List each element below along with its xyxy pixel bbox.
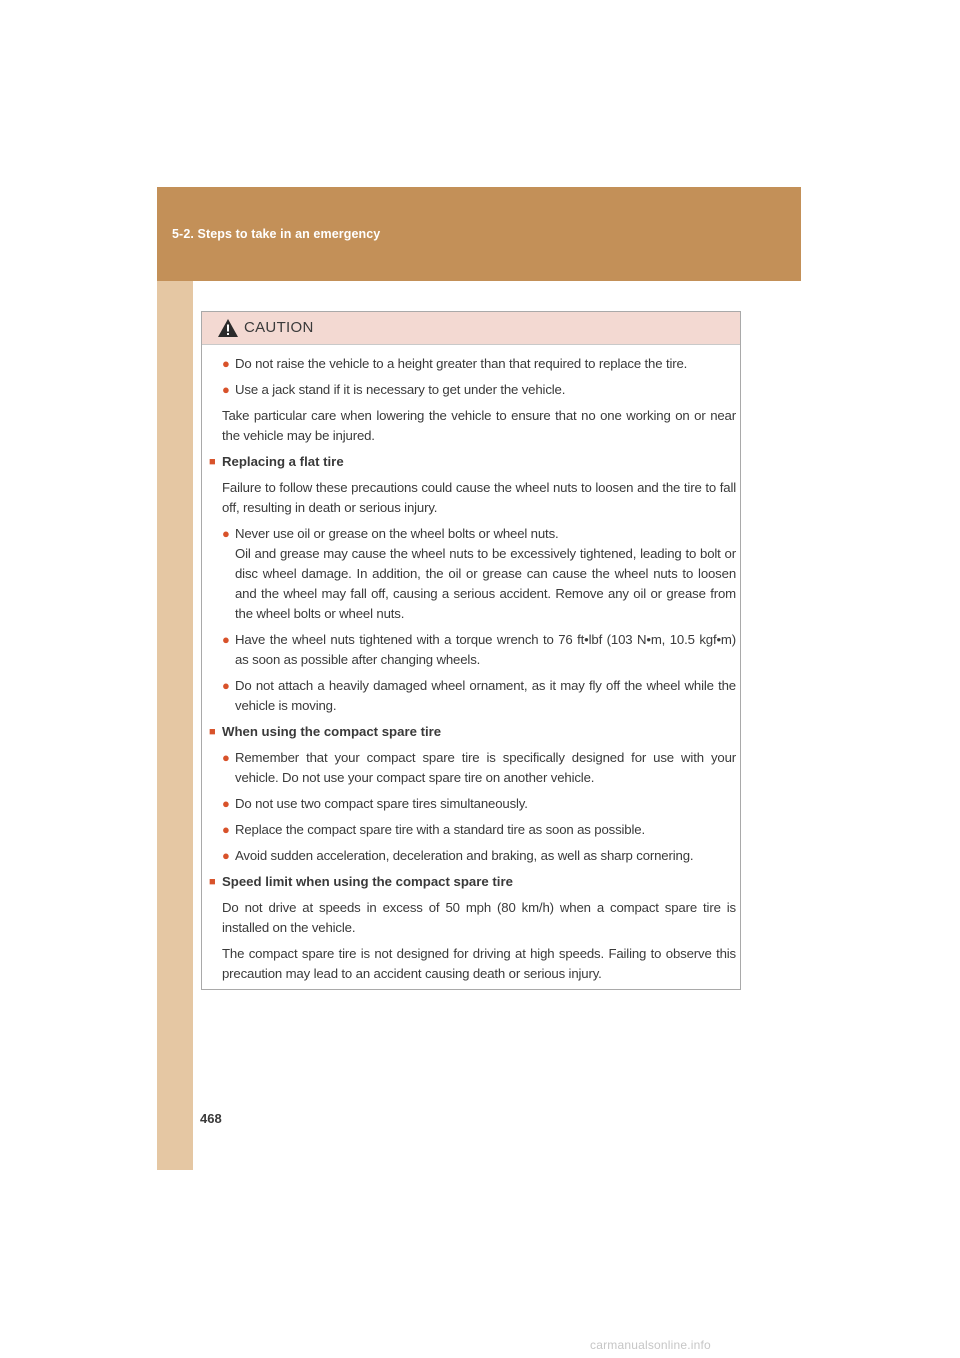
side-band	[157, 281, 193, 1170]
compact-spare-heading: ■ When using the compact spare tire	[222, 722, 441, 742]
list-item: ● Do not use two compact spare tires simultaneously.	[235, 794, 736, 814]
caution-box	[201, 311, 741, 990]
watermark: carmanualsonline.info	[590, 1338, 711, 1352]
bullet-icon: ●	[222, 632, 230, 647]
speed-limit-text: The compact spare tire is not designed for driving at high speeds. Failing to observe this precaution may lead to an accident causing death or serious injury.	[222, 946, 736, 981]
bullet-icon: ●	[222, 848, 230, 863]
list-item: ● Do not attach a heavily damaged wheel ornament, as it may fly off the wheel while the vehicle is moving.	[222, 678, 736, 713]
square-bullet-icon: ■	[209, 726, 216, 738]
bullet-icon: ●	[222, 822, 230, 837]
page-number: 468	[200, 1111, 222, 1126]
list-item: ● Avoid sudden acceleration, deceleration and braking, as well as sharp cornering.	[235, 846, 736, 866]
list-item: ● Do not raise the vehicle to a height greater than that required to replace the tire.	[235, 354, 730, 374]
bullet-icon: ●	[222, 796, 230, 811]
lowering-text: Take particular care when lowering the vehicle to ensure that no one working on or near the vehicle may be injured.	[222, 408, 736, 443]
flat-tire-intro: Failure to follow these precautions could cause the wheel nuts to loosen and the tire to fall off, resulting in death or serious injury.	[222, 480, 736, 515]
speed-limit-heading: ■ Speed limit when using the compact spare tire	[222, 872, 513, 892]
bullet-icon: ●	[222, 526, 230, 541]
warning-triangle-icon	[217, 318, 239, 338]
list-item: ● Use a jack stand if it is necessary to get under the vehicle.	[235, 380, 730, 400]
bullet-icon: ●	[222, 382, 230, 397]
list-item: ● Never use oil or grease on the wheel bolts or wheel nuts.	[235, 524, 736, 544]
list-item: ● Have the wheel nuts tightened with a torque wrench to 76 ft•lbf (103 N•m, 10.5 kgf•m) as soon as possible after changing wheels.	[222, 632, 736, 667]
bullet-icon: ●	[222, 678, 230, 693]
list-item: ● Replace the compact spare tire with a standard tire as soon as possible.	[235, 820, 736, 840]
caution-header	[202, 312, 740, 345]
section-title: 5-2. Steps to take in an emergency	[172, 227, 381, 241]
flat-tire-heading: ■ Replacing a flat tire	[222, 452, 344, 472]
square-bullet-icon: ■	[209, 876, 216, 888]
speed-limit-text: Do not drive at speeds in excess of 50 mph (80 km/h) when a compact spare tire is installed on the vehicle.	[222, 900, 736, 935]
caution-title: CAUTION	[244, 319, 314, 336]
bullet-icon: ●	[222, 750, 230, 765]
square-bullet-icon: ■	[209, 456, 216, 468]
list-item: ● Remember that your compact spare tire is specifically designed for use with your vehicle. Do not use your compact spare tire on another vehicle.	[222, 750, 736, 785]
oil-detail: Oil and grease may cause the wheel nuts to be excessively tightened, leading to bolt or disc wheel damage. In addition, the oil or grease can cause the wheel nuts to loosen and the wheel may fall off, causing a serious accident. Remove any oil or grease from the wheel bolts or wheel nuts.	[235, 546, 736, 621]
bullet-icon: ●	[222, 356, 230, 371]
